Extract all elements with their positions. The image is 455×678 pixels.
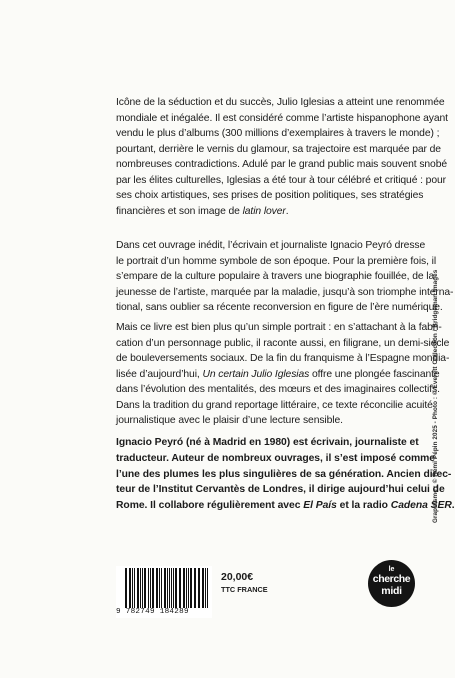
barcode-bar bbox=[191, 568, 192, 608]
barcode-bar bbox=[129, 568, 130, 608]
blurb-paragraph-2: Dans cet ouvrage inédit, l’écrivain et journaliste Ignacio Peyró dresse le portrait d’un homme symbole de son époque. Pour la première fois, il s’empare de la culture populaire à travers une biographie fouillée, de la jeunesse de l’artiste, marquée par la maladie, jusqu’à son triomphe interna- tional, sans oublier sa récente reconversion en figure de l’ère numérique. bbox=[116, 240, 454, 313]
barcode-bar bbox=[152, 568, 153, 608]
publisher-logo bbox=[368, 560, 415, 607]
barcode-bar bbox=[180, 568, 181, 608]
price: 20,00€ bbox=[221, 571, 254, 583]
barcode-bar bbox=[142, 568, 143, 608]
barcode-bar bbox=[157, 568, 158, 608]
price-note: TTC FRANCE bbox=[221, 585, 268, 594]
isbn-barcode bbox=[116, 566, 212, 618]
barcode-bar bbox=[195, 568, 196, 608]
barcode-bar bbox=[176, 568, 177, 608]
publisher-logo-line-2: cherche bbox=[372, 573, 411, 585]
barcode-number: 9 782749 184289 bbox=[116, 608, 189, 616]
barcode-bar bbox=[137, 568, 138, 608]
book-title-italic: Un certain Julio Iglesias bbox=[202, 368, 310, 380]
barcode-bar bbox=[167, 568, 168, 608]
latin-lover-italic: latin lover bbox=[242, 205, 286, 217]
blurb-paragraph-3: Mais ce livre est bien plus qu’un simple portrait : en s’attachant à la fabri- cation d’un personnage public, il raconte aussi, en filigrane, un demi-siècle de bouleversements sociaux. De la fin du franquisme à l’Espagne mondia- lisée d’aujourd’hui, Un certain Julio Iglesias offre une plongée fascinante dans l’évolution des mentalités, des mœurs et des imaginaires collectifs. Dans la tradition du grand reportage littéraire, ce texte réconcilie acuité journalistique avec le plaisir d’une lecture sensible. bbox=[116, 322, 450, 426]
barcode-bars bbox=[125, 568, 209, 608]
publisher-logo-line-1: le bbox=[388, 566, 395, 573]
blurb-paragraph-1: Icône de la séduction et du succès, Julio Iglesias a atteint une renommée mondiale et inégalée. Il est considéré comme l’artiste hispanophone ayant vendu le plus d’albums (300 millions d’exemplaires à travers le monde) ; pourtant, derrière le vernis du glamour, sa trajectoire est marquée par de nombreuses contradictions. Adulé par le grand public mais souvent snobé par les élites culturelles, Iglesias a été tour à tour célébré et critiqué : pour ses choix artistiques, ses prises de position politiques, ses stratégies financières et son image de latin lover. bbox=[116, 97, 448, 217]
publisher-logo-line-3: midi bbox=[381, 585, 402, 597]
barcode-bar bbox=[169, 568, 170, 608]
author-bio: Ignacio Peyró (né à Madrid en 1980) est écrivain, journaliste et traducteur. Auteur de nombreux ouvrages, il s’est imposé comme l’une des plumes les plus singulières de sa génération. Ancien direc- teur de l’Institut Cervantès de Londres, il dirige aujourd’hui celui de Rome. Il collabore régulièrement avec El País et la radio Cadena SER. bbox=[116, 437, 455, 512]
barcode-bar bbox=[134, 568, 135, 608]
barcode-bar bbox=[202, 568, 203, 608]
barcode-bar bbox=[161, 568, 162, 608]
barcode-bar bbox=[148, 568, 149, 608]
el-pais-italic: El País bbox=[303, 500, 337, 512]
barcode-bar bbox=[186, 568, 187, 608]
cadena-ser-italic: Cadena SER bbox=[390, 500, 452, 512]
graphic-photo-credits: Graphisme : © Rémi Pépin 2025 - Photo : © Everett Collection / Bridgeman Images bbox=[432, 269, 439, 523]
